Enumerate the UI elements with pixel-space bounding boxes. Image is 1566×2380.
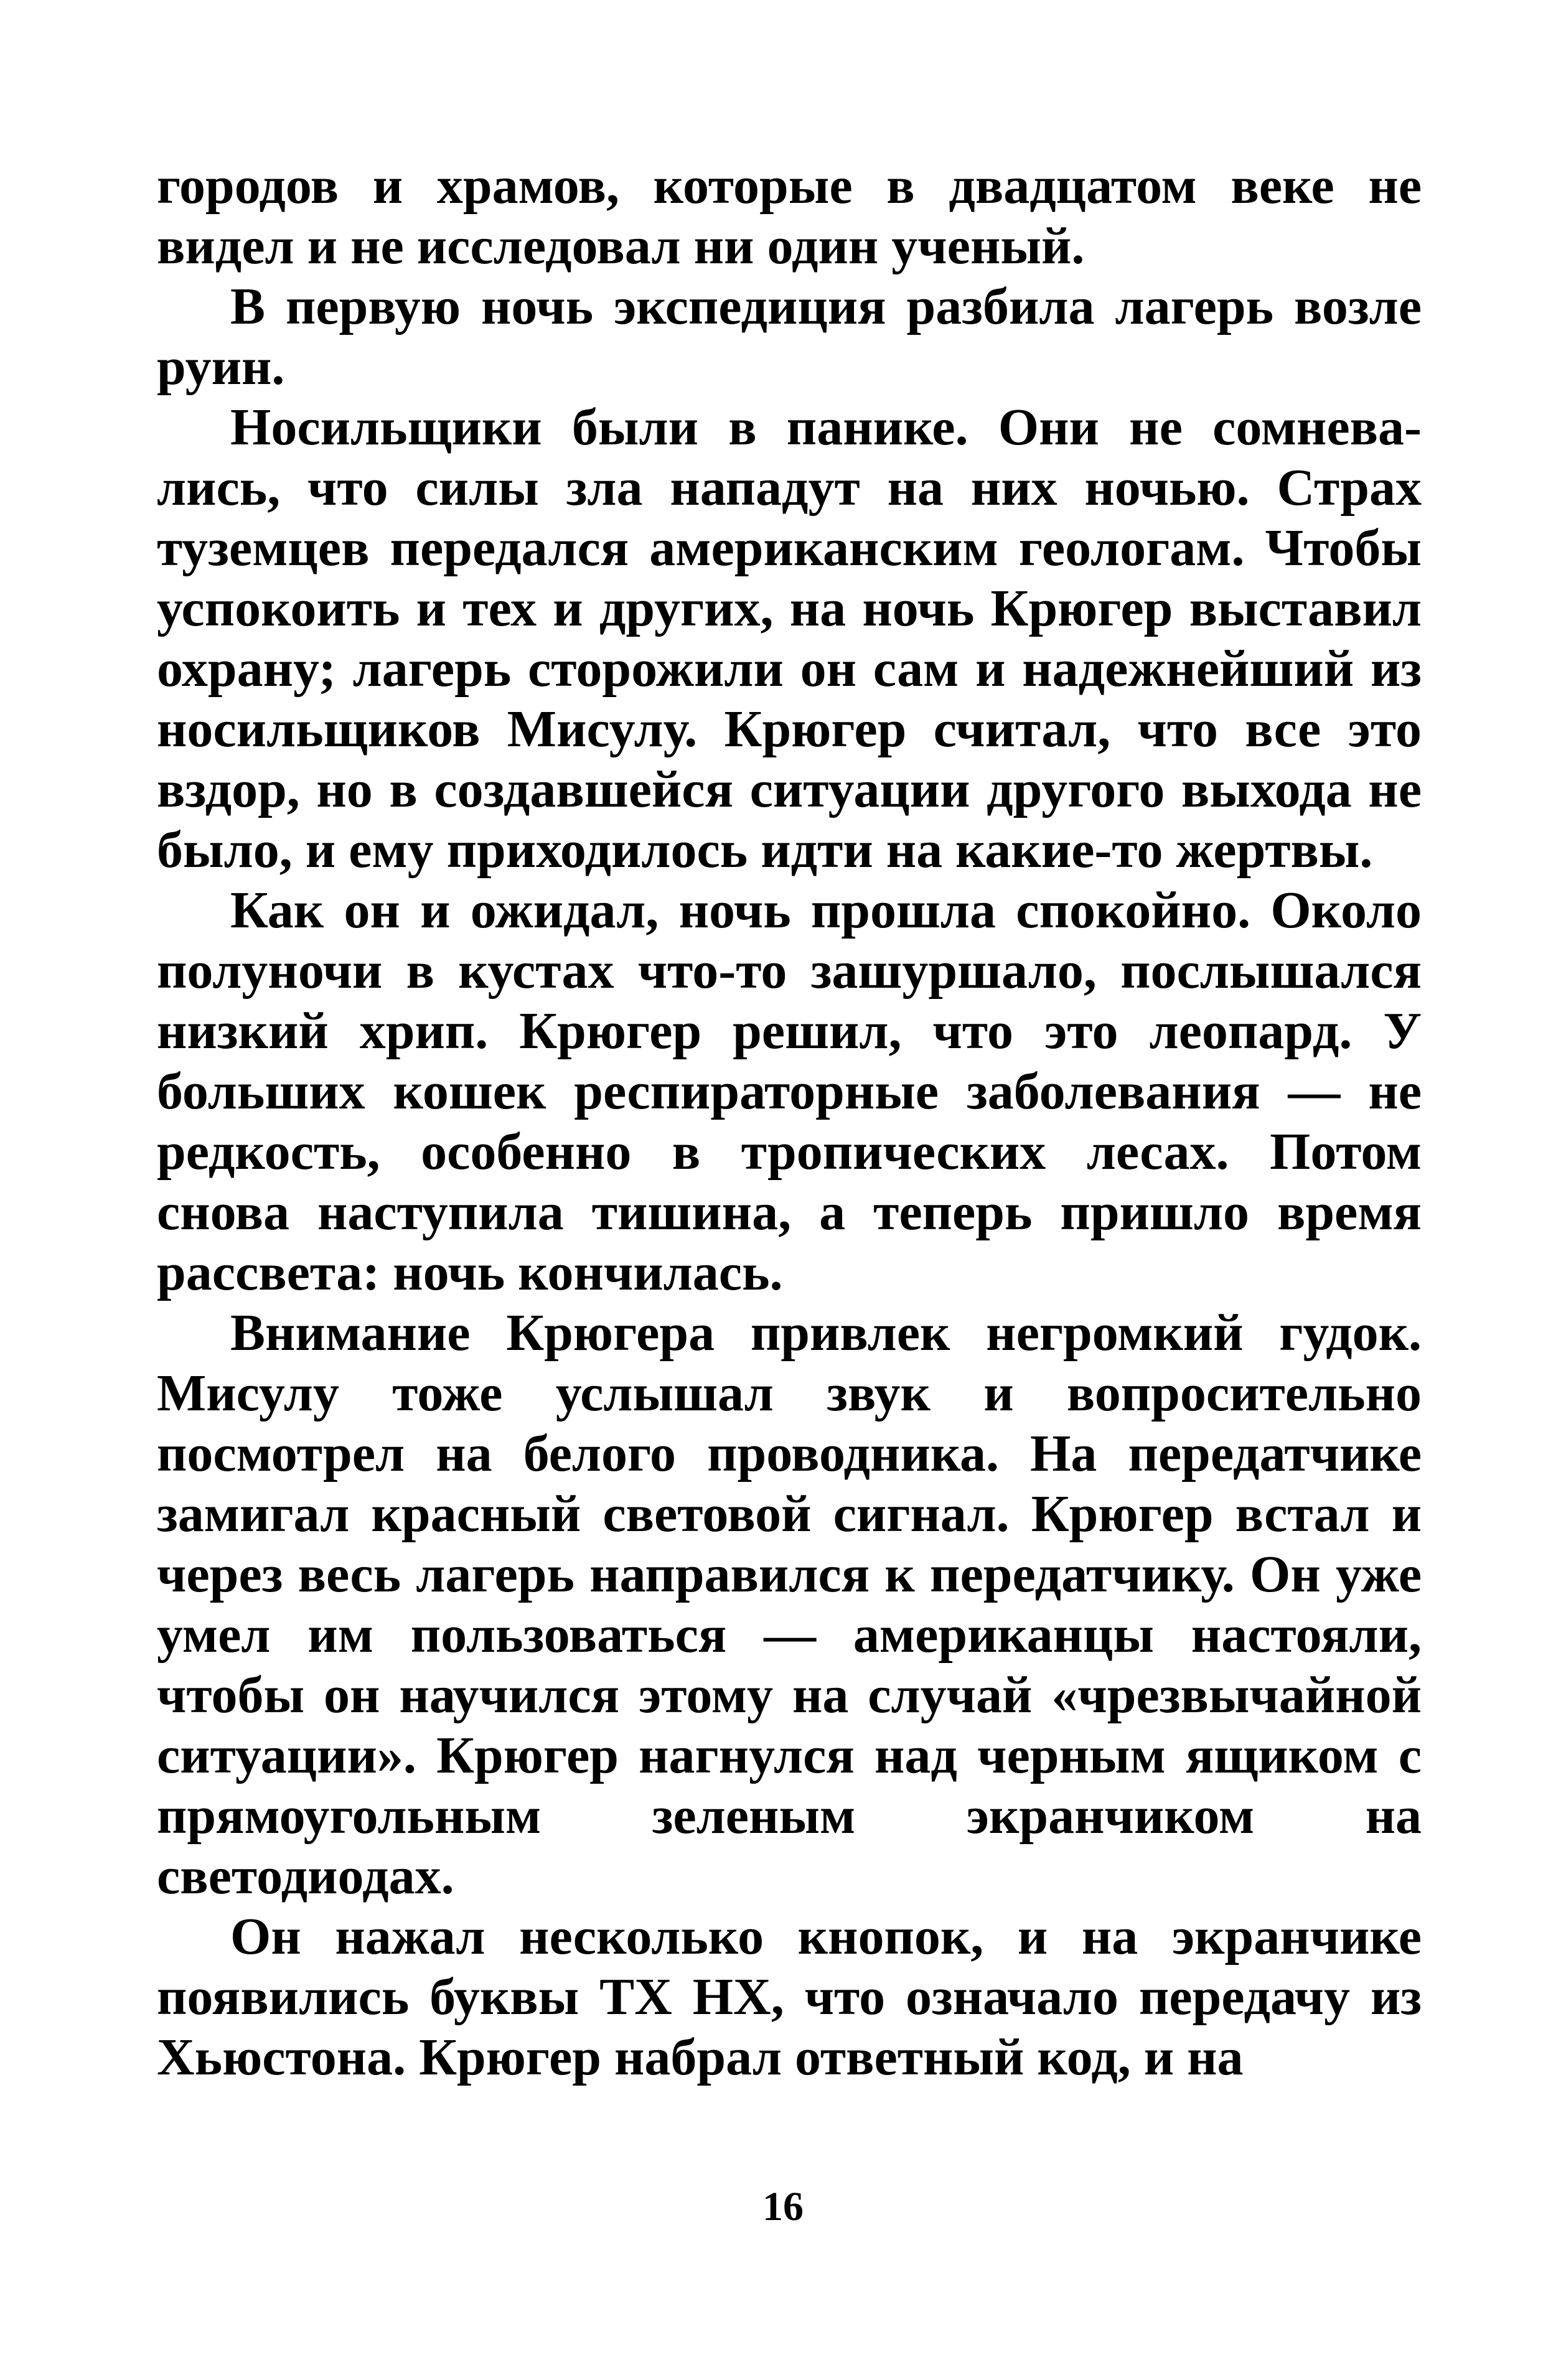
page-body — [157, 156, 1422, 2087]
paragraph-3: Носильщики были в панике. Они не сомневались, что силы зла нападут на них ночью. Страх туземцев передался американским геологам. Чтобы успокоить и тех и других, на ночь Крюгер выставил охрану; лагерь сторожили он сам и надежнейший из носильщиков Мисулу. Крюгер считал, что все это вздор, но в создавшейся ситуации другого выхода не было, и ему приходилось идти на какие-то жертвы. — [157, 398, 1422, 879]
paragraph-4: Как он и ожидал, ночь прошла спокойно. Около полуночи в кустах что-то зашуршало, послышался низкий хрип. Крюгер решил, что это леопард. У больших кошек респираторные заболевания — не редкость, особенно в тропических лесах. Потом снова наступила тишина, а теперь пришло время рассвета: ночь кончилась. — [157, 881, 1422, 1301]
page-number: 16 — [762, 2184, 804, 2229]
paragraph-2: В первую ночь экспедиция разбила лагерь возле руин. — [157, 278, 1422, 396]
paragraph-5: Внимание Крюгера привлек негромкий гудок. Мисулу тоже услышал звук и вопросительно посмотрел на белого проводника. На передатчике замигал красный световой сигнал. Крюгер встал и через весь лагерь направился к передатчику. Он уже умел им пользоваться — американцы настояли, чтобы он научился этому на случай «чрезвычайной ситуации». Крюгер нагнулся над черным ящиком с прямоугольным зеленым экранчиком на светодиодах. — [157, 1304, 1422, 1905]
paragraph-1: городов и храмов, которые в двадцатом веке не видел и не исследовал ни один ученый. — [157, 157, 1422, 275]
paragraph-6: Он нажал несколько кнопок, и на экранчике появились буквы TX HX, что означало передачу из Хьюстона. Крюгер набрал ответный код, и на — [157, 1908, 1422, 2086]
